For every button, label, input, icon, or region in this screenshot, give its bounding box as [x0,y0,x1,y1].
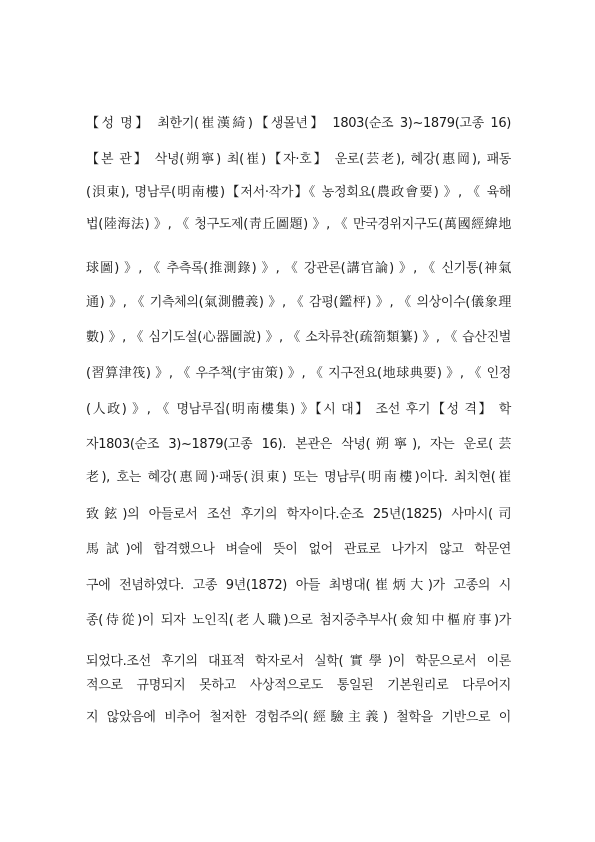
text-line: 적으로 규명되지 못하고 사상적으로도 통일된 기본원리로 다루어지 [86,678,511,693]
text-line: (人政) 》, 《 명남루집(明南樓集) 》【시 대】 조선 후기【성 격】 학 [86,402,511,417]
text-line: 老), 호는 혜강(惠岡)·패동(浿東) 또는 명남루(明南樓)이다. 최치현(崔 [86,470,511,485]
text-line: 되었다.조선 후기의 대표적 학자로서 실학(實學)이 학문으로서 이론 [86,654,511,669]
text-line: (浿東), 명남루(明南樓)【저서·작가】《 농정회요(農政會要) 》, 《 육해 [86,185,511,200]
text-line: 致鉉)의 아들로서 조선 후기의 학자이다.순조 25년(1825) 사마시(司 [86,507,511,522]
text-line: 자1803(순조 3)~1879(고종 16). 본관은 삭녕(朔寧), 자는 운로(芸 [86,437,511,452]
text-line: 법(陸海法) 》, 《 청구도제(靑丘圖題) 》, 《 만국경위지구도(萬國經緯地 [86,217,511,232]
text-line: 【성 명】 최한기(崔漢綺)【생몰년】 1803(순조 3)~1879(고종 16) [86,116,511,131]
text-line: 【본 관】 삭녕(朔寧) 최(崔)【자·호】 운로(芸老), 혜강(惠岡), 패동 [86,152,511,167]
text-line: 馬試)에 합격했으나 벼슬에 뜻이 없어 관료로 나가지 않고 학문연 [86,542,511,557]
text-line: 數) 》, 《 심기도설(心器圖說) 》, 《 소차류찬(疏箚類纂) 》, 《 습산진벌 [86,330,511,345]
text-line: 지 않았음에 비추어 철저한 경험주의(經驗主義) 철학을 기반으로 이 [86,710,511,725]
text-line: 球圖) 》, 《 추측록(推測錄) 》, 《 강관론(講官論) 》, 《 신기통(神氣 [86,261,511,276]
text-line: 종(侍從)이 되자 노인직(老人職)으로 첨지중추부사(僉知中樞府事)가 [86,613,511,628]
text-line: 구에 전념하였다. 고종 9년(1872) 아들 최병대(崔炳大)가 고종의 시 [86,578,511,593]
text-line: (習算津筏) 》, 《 우주책(宇宙策) 》, 《 지구전요(地球典要) 》, 《 인정 [86,366,511,381]
text-line: 通) 》, 《 기측체의(氣測體義) 》, 《 감평(鑑枰) 》, 《 의상이수(儀象理 [86,295,511,310]
